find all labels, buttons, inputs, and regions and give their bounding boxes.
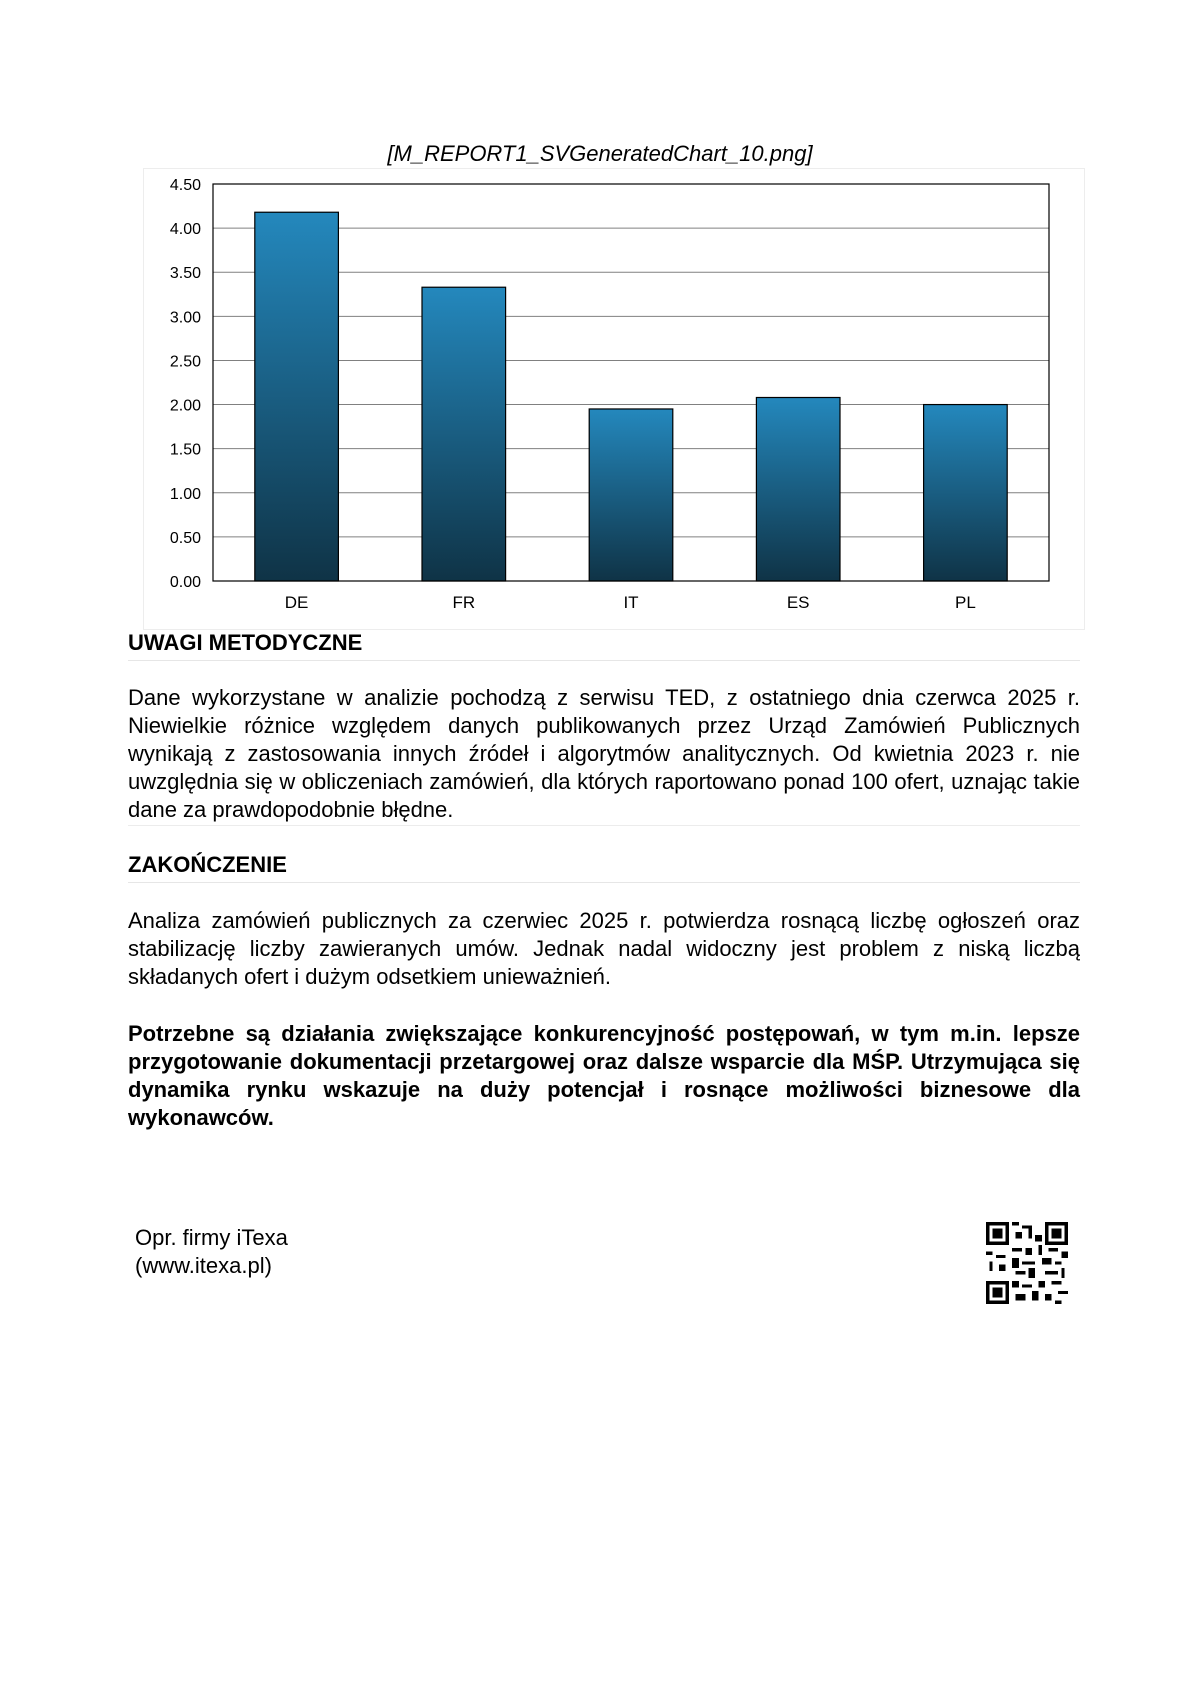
- section-heading-conclusion: ZAKOŃCZENIE: [128, 852, 1080, 883]
- y-tick-label: 2.50: [169, 353, 201, 371]
- bar-de: [255, 212, 339, 581]
- x-tick-label: DE: [284, 593, 309, 612]
- y-tick-label: 1.00: [169, 485, 201, 503]
- qr-code-icon: [986, 1222, 1068, 1304]
- methodology-paragraph: Dane wykorzystane w analizie pochodzą z serwisu TED, z ostatniego dnia czerwca 2025 r. Niewielkie różnice względem danych publikowanych przez Urząd Zamówień Publicznych wynikają z zastosowania innych źródeł i algorytmów analitycznych. Od kwietnia 2023 r. nie uwzględnia się w obliczeniach zamówień, dla których raportowano ponad 100 ofert, uznając takie dane za prawdopodobnie błędne.: [128, 685, 1080, 822]
- y-tick-label: 1.50: [169, 441, 201, 459]
- x-tick-label: PL: [955, 593, 976, 612]
- footer-attribution: [135, 1224, 288, 1280]
- y-tick-label: 2.00: [169, 397, 201, 415]
- y-tick-label: 0.00: [169, 574, 201, 591]
- bar-es: [756, 397, 840, 581]
- y-tick-labels: [170, 177, 201, 591]
- x-tick-label: ES: [786, 593, 810, 612]
- x-tick-label: IT: [623, 593, 639, 612]
- x-tick-labels: [285, 593, 976, 612]
- x-tick-label: FR: [452, 593, 476, 612]
- footer-author: Opr. firmy iTexa: [135, 1225, 288, 1250]
- y-tick-label: 0.50: [169, 529, 201, 547]
- section-heading-methodology: UWAGI METODYCZNE: [128, 630, 1080, 661]
- chart-caption: [M_REPORT1_SVGeneratedChart_10.png]: [387, 141, 813, 166]
- bar-chart: [143, 168, 1083, 628]
- bar-pl: [924, 405, 1008, 581]
- footer-website: (www.itexa.pl): [135, 1253, 272, 1278]
- y-tick-label: 4.50: [169, 177, 201, 194]
- y-tick-label: 4.00: [169, 221, 201, 239]
- y-tick-label: 3.00: [169, 309, 201, 327]
- bar-fr: [422, 287, 506, 581]
- bar-it: [589, 409, 673, 581]
- conclusion-bold-paragraph: Potrzebne są działania zwiększające konkurencyjność postępowań, w tym m.in. lepsze przygotowanie dokumentacji przetargowej oraz dalsze wsparcie dla MŚP. Utrzymująca się dynamika rynku wskazuje na duży potencjał i rosnące możliwości biznesowe dla wykonawców.: [128, 1021, 1080, 1130]
- conclusion-paragraph: Analiza zamówień publicznych za czerwiec 2025 r. potwierdza rosnącą liczbę ogłoszeń oraz stabilizację liczby zawieranych umów. Jednak nadal widoczny jest problem z niską liczbą składanych ofert i dużym odsetkiem unieważnień.: [128, 908, 1080, 989]
- section-divider: [128, 825, 1080, 826]
- bars: [255, 212, 1007, 581]
- y-tick-label: 3.50: [169, 265, 201, 283]
